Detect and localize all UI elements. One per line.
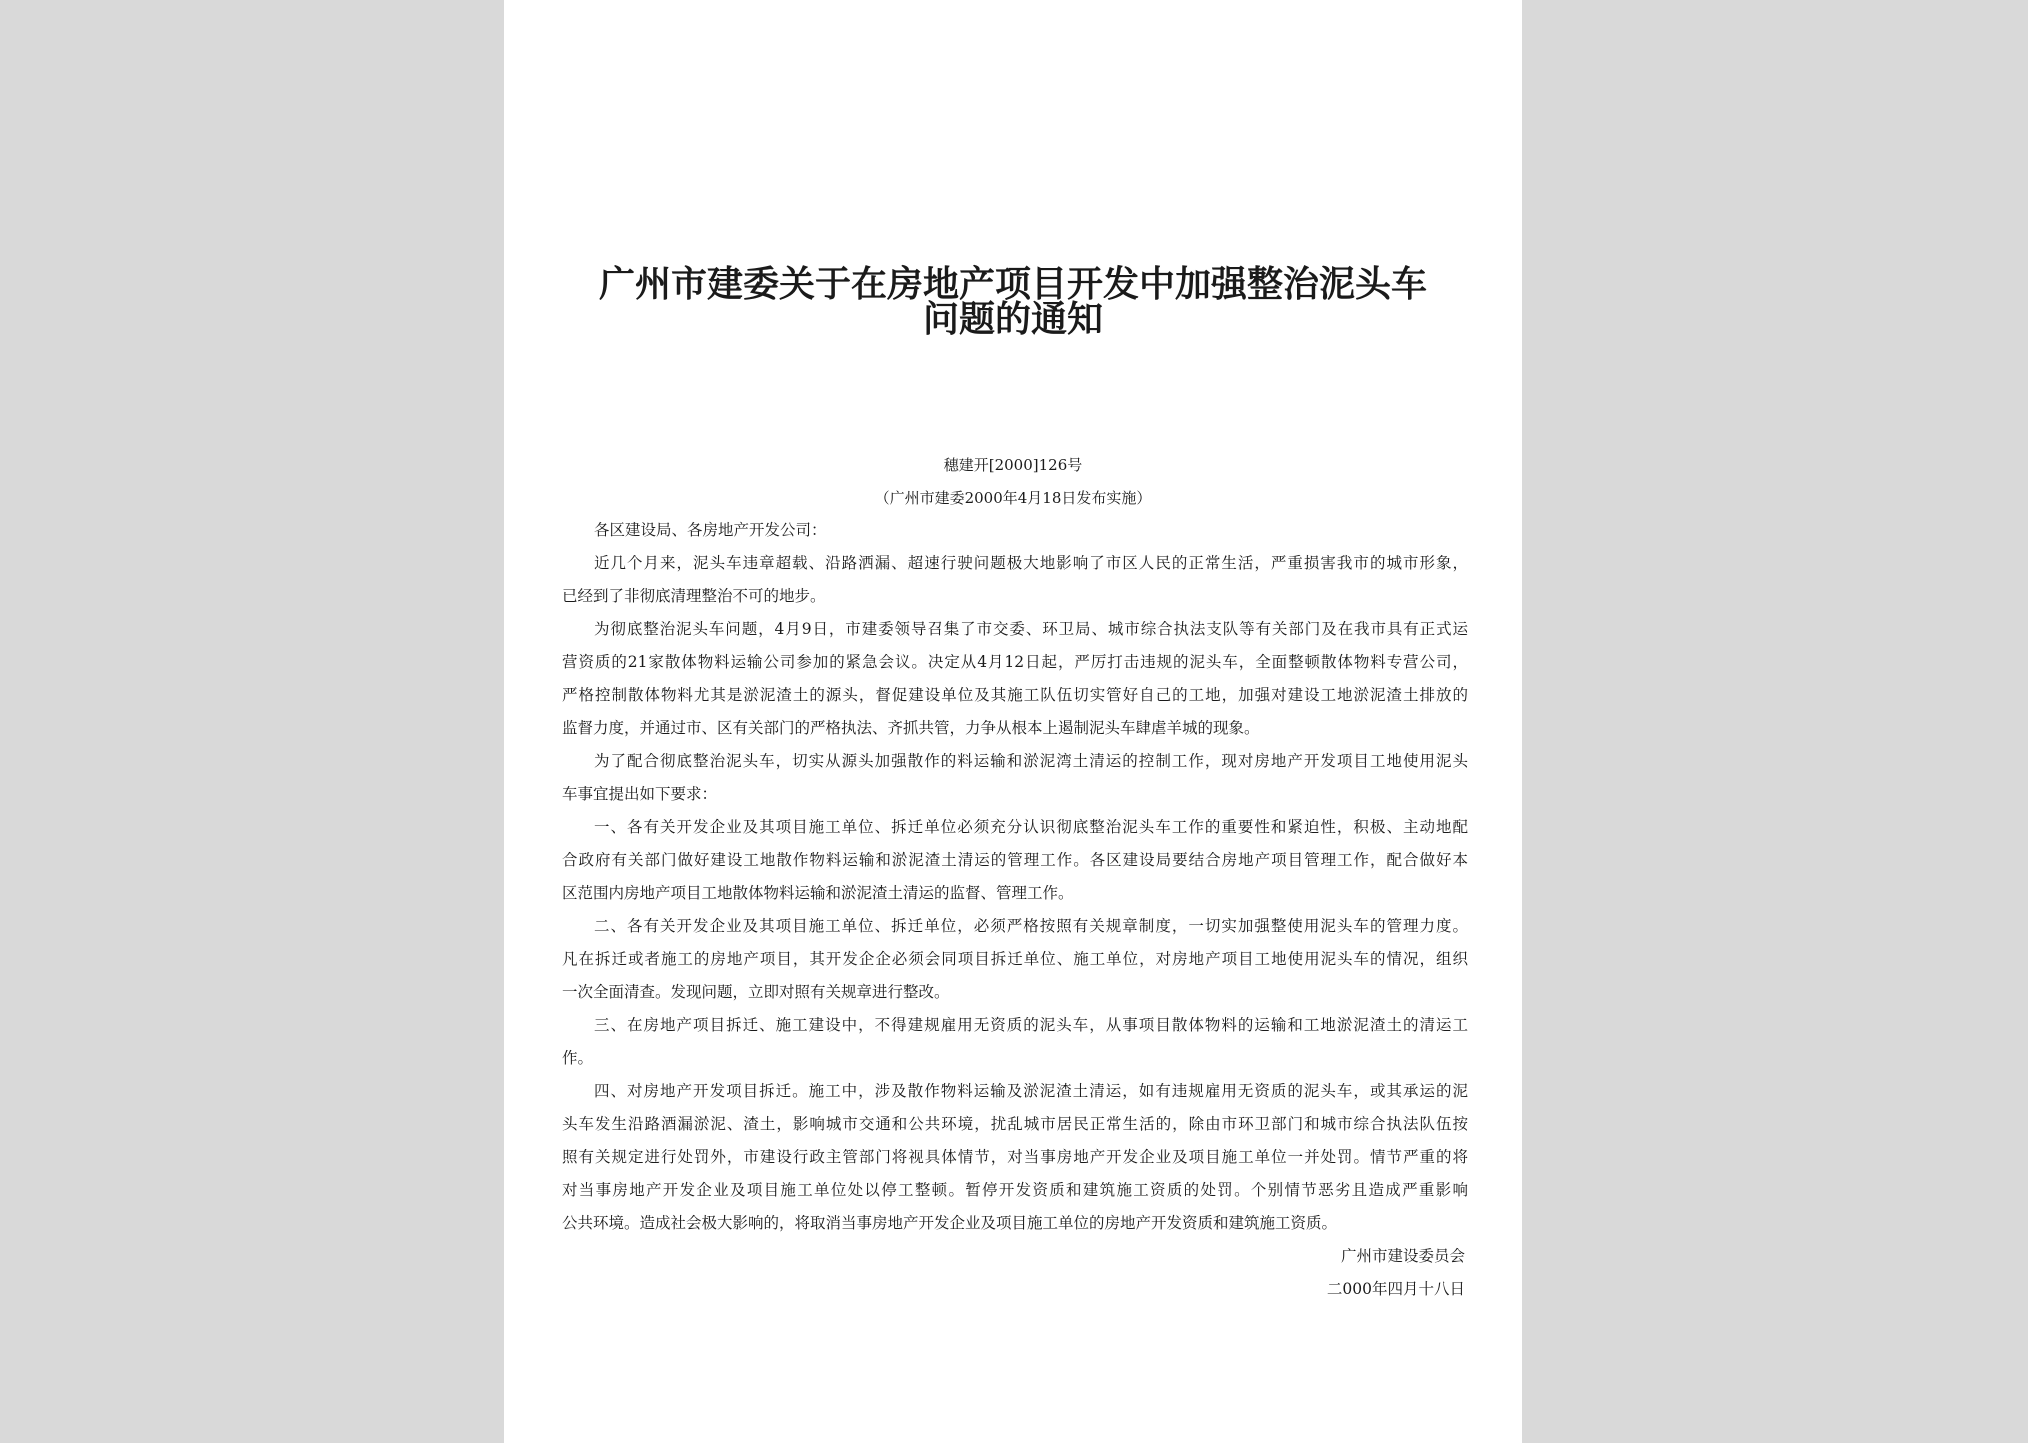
body-line: 营资质的21家散体物料运输公司参加的紧急会议。决定从4月12日起，严厉打击违规的泥头车，全面整顿散体物料专营公司， — [562, 653, 1468, 671]
body-line: 凡在拆迁或者施工的房地产项目，其开发企企必须会同项目拆迁单位、施工单位，对房地产项目工地使用泥头车的情况，组织 — [562, 950, 1468, 968]
document-page — [504, 0, 1522, 1443]
body-line: 对当事房地产开发企业及项目施工单位处以停工整顿。暂停开发资质和建筑施工资质的处罚。个别情节恶劣且造成严重影响 — [562, 1181, 1468, 1199]
body-line: 为彻底整治泥头车问题，4月9日，市建委领导召集了市交委、环卫局、城市综合执法支队等有关部门及在我市具有正式运 — [594, 620, 1468, 638]
body-line: 一、各有关开发企业及其项目施工单位、拆迁单位必须充分认识彻底整治泥头车工作的重要性和紧迫性，积极、主动地配 — [594, 818, 1468, 836]
body-line: 头车发生沿路酒漏淤泥、渣土，影响城市交通和公共环境，扰乱城市居民正常生活的，除由市环卫部门和城市综合执法队伍按 — [562, 1115, 1468, 1133]
body-line: 二、各有关开发企业及其项目施工单位、拆迁单位，必须严格按照有关规章制度，一切实加强整使用泥头车的管理力度。 — [594, 917, 1468, 935]
document-title-line-2: 问题的通知 — [922, 298, 1103, 340]
body-line: 合政府有关部门做好建设工地散作物料运输和淤泥渣土清运的管理工作。各区建设局要结合房地产项目管理工作，配合做好本 — [562, 851, 1468, 869]
body-line: 作。 — [562, 1049, 594, 1067]
body-line: 严格控制散体物料尤其是淤泥渣土的源头，督促建设单位及其施工队伍切实管好自己的工地，加强对建设工地淤泥渣土排放的 — [562, 686, 1468, 704]
document-title-line-1: 广州市建委关于在房地产项目开发中加强整治泥头车 — [598, 263, 1427, 305]
body-line: 近几个月来，泥头车违章超载、沿路洒漏、超速行驶问题极大地影响了市区人民的正常生活，严重损害我市的城市形象， — [594, 554, 1468, 572]
body-line: 车事宜提出如下要求： — [562, 785, 718, 803]
body-line: 已经到了非彻底清理整治不可的地步。 — [562, 587, 826, 605]
publish-note: （广州市建委2000年4月18日发布实施） — [874, 489, 1152, 507]
signature-date: 二000年四月十八日 — [1326, 1280, 1465, 1298]
body-line: 一次全面清查。发现问题，立即对照有关规章进行整改。 — [562, 983, 950, 1001]
signature-organization: 广州市建设委员会 — [1340, 1247, 1465, 1265]
body-line: 区范围内房地产项目工地散体物料运输和淤泥渣土清运的监督、管理工作。 — [562, 884, 1074, 902]
body-line: 三、在房地产项目拆迁、施工建设中，不得建规雇用无资质的泥头车，从事项目散体物料的运输和工地淤泥渣土的清运工 — [594, 1016, 1468, 1034]
body-line: 照有关规定进行处罚外，市建设行政主管部门将视具体情节，对当事房地产开发企业及项目施工单位一并处罚。情节严重的将 — [562, 1148, 1468, 1166]
document-number: 穗建开[2000]126号 — [943, 456, 1083, 474]
salutation: 各区建设局、各房地产开发公司： — [594, 521, 827, 539]
body-line: 四、对房地产开发项目拆迁。施工中，涉及散作物料运输及淤泥渣土清运，如有违规雇用无资质的泥头车，或其承运的泥 — [594, 1082, 1468, 1100]
body-line: 监督力度，并通过市、区有关部门的严格执法、齐抓共管，力争从根本上遏制泥头车肆虐羊城的现象。 — [562, 719, 1260, 737]
body-line: 公共环境。造成社会极大影响的，将取消当事房地产开发企业及项目施工单位的房地产开发资质和建筑施工资质。 — [562, 1214, 1338, 1232]
body-line: 为了配合彻底整治泥头车，切实从源头加强散作的料运输和淤泥湾土清运的控制工作，现对房地产开发项目工地使用泥头 — [594, 752, 1468, 770]
